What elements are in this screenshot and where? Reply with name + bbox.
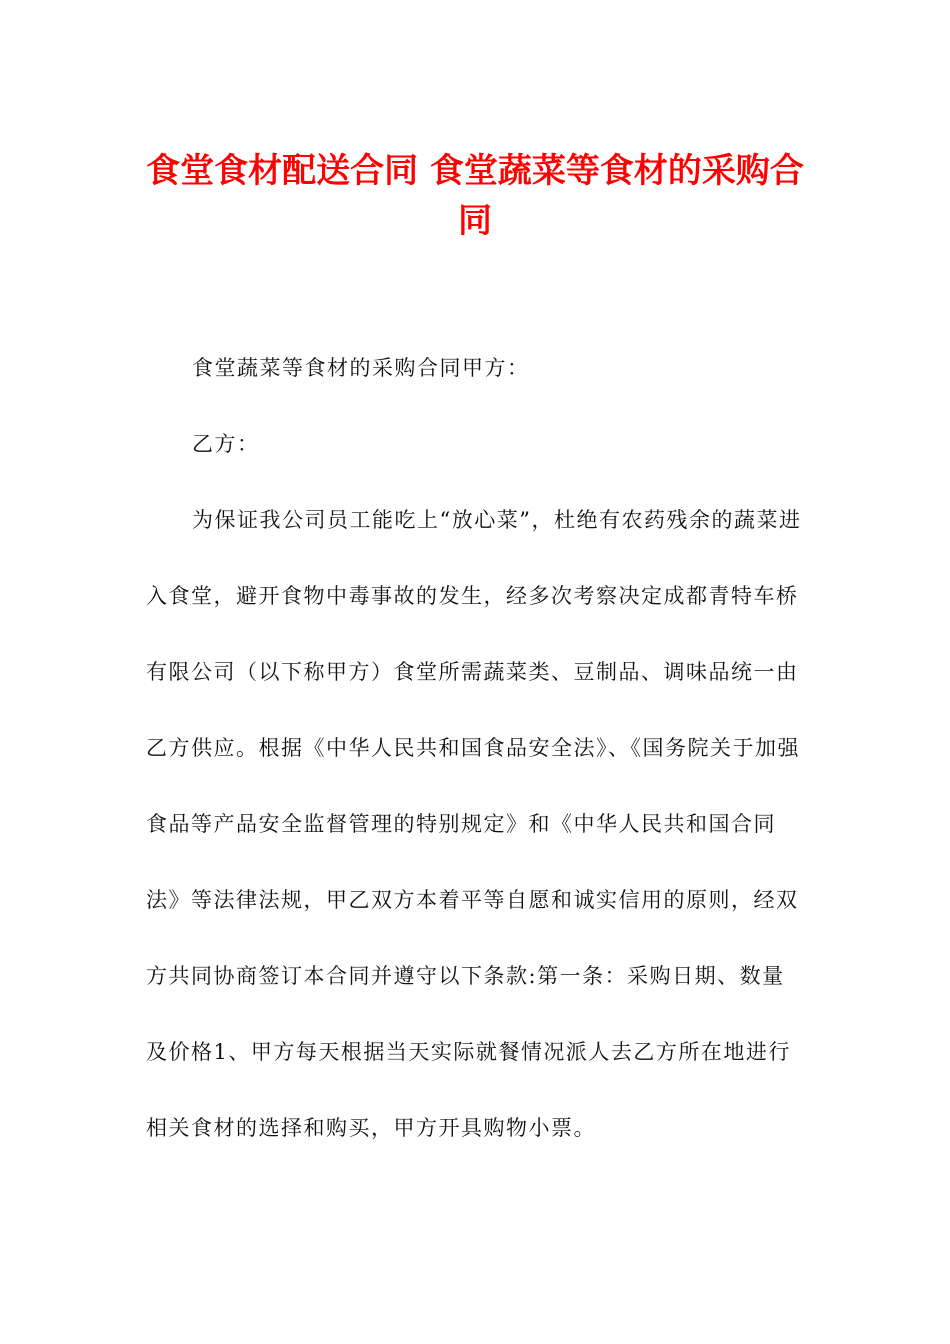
paragraph-party-b: 乙方：: [192, 432, 260, 456]
document-title: 食堂食材配送合同 食堂蔬菜等食材的采购合同: [146, 151, 804, 241]
paragraph-contract-terms: 为保证我公司员工能吃上“放心菜”，杜绝有农药残余的蔬菜进入食堂，避开食物中毒事故的发生，经多次考察决定成都青特车桥有限公司（以下称甲方）食堂所需蔬菜类、豆制品、调味品统一由乙方供应。根据《中华人民共和国食品安全法》、《国务院关于加强食品等产品安全监督管理的特别规定》和《中华人民共和国合同法》等法律法规，甲乙双方本着平等自愿和诚实信用的原则，经双方共同协商签订本合同并遵守以下条款:第一条：采购日期、数量及价格1、甲方每天根据当天实际就餐情况派人去乙方所在地进行相关食材的选择和购买，甲方开具购物小票。: [146, 508, 802, 1140]
paragraph-party-a: 食堂蔬菜等食材的采购合同甲方：: [192, 356, 530, 380]
document-body: [146, 330, 806, 1166]
